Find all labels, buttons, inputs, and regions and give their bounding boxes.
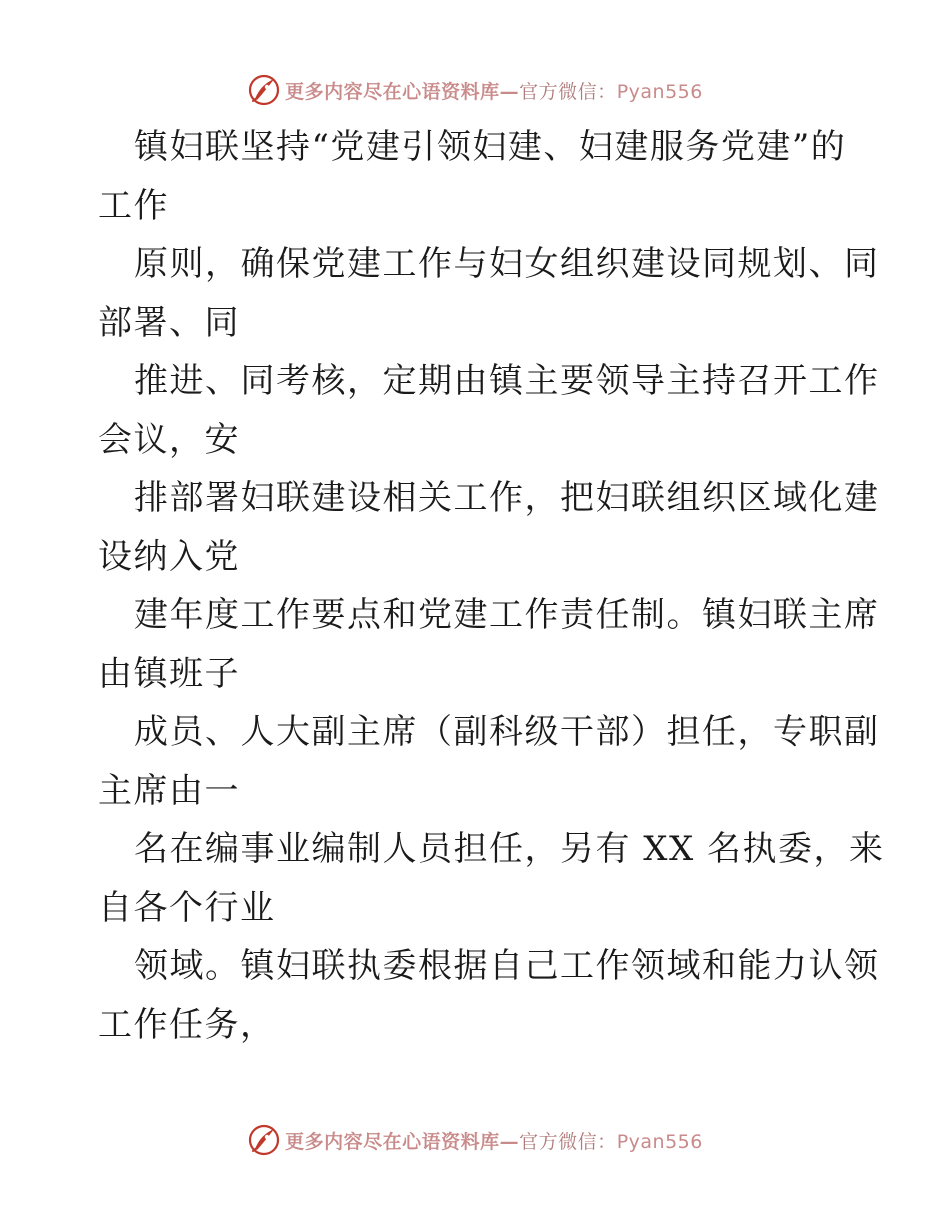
footer-wechat-label: 官方微信：	[519, 1130, 617, 1153]
body-line: 推进、同考核，定期由镇主要领导主持召开工作	[134, 361, 880, 401]
header-promo-text: 更多内容尽在心语资料库	[285, 80, 500, 103]
body-line: 工作	[98, 185, 169, 226]
body-line: 设纳入党	[98, 536, 240, 577]
body-line: 会议，安	[98, 419, 240, 460]
document-body	[98, 118, 885, 1054]
body-line: 建年度工作要点和党建工作责任制。镇妇联主席	[134, 595, 880, 635]
body-line: 原则，确保党建工作与妇女组织建设同规划、同	[134, 244, 880, 284]
body-line: 自各个行业	[98, 887, 276, 928]
body-line: 镇妇联坚持“党建引领妇建、妇建服务党建”的	[134, 127, 847, 167]
body-line: 由镇班子	[98, 653, 240, 694]
body-line: 排部署妇联建设相关工作，把妇联组织区域化建	[134, 478, 880, 518]
header-wechat-account: Pyan556	[616, 80, 703, 103]
pen-logo-icon	[247, 73, 281, 107]
body-line: 工作任务，	[98, 1004, 276, 1045]
pen-logo-icon	[247, 1123, 281, 1157]
body-line: 名在编事业编制人员担任，另有 XX 名执委，来	[134, 829, 885, 869]
body-line: 成员、人大副主席（副科级干部）担任，专职副	[134, 712, 880, 752]
footer-dash: —	[499, 1130, 520, 1153]
header-promo	[285, 77, 703, 104]
body-line: 主席由一	[98, 770, 240, 811]
footer-promo-text: 更多内容尽在心语资料库	[285, 1130, 500, 1153]
header-dash: —	[499, 80, 520, 103]
body-line: 部署、同	[98, 302, 240, 343]
header-banner	[0, 70, 950, 110]
footer-banner	[0, 1120, 950, 1160]
body-line: 领域。镇妇联执委根据自己工作领域和能力认领	[134, 946, 880, 986]
footer-wechat-account: Pyan556	[616, 1130, 703, 1153]
header-wechat-label: 官方微信：	[519, 80, 617, 103]
footer-promo	[285, 1127, 703, 1154]
